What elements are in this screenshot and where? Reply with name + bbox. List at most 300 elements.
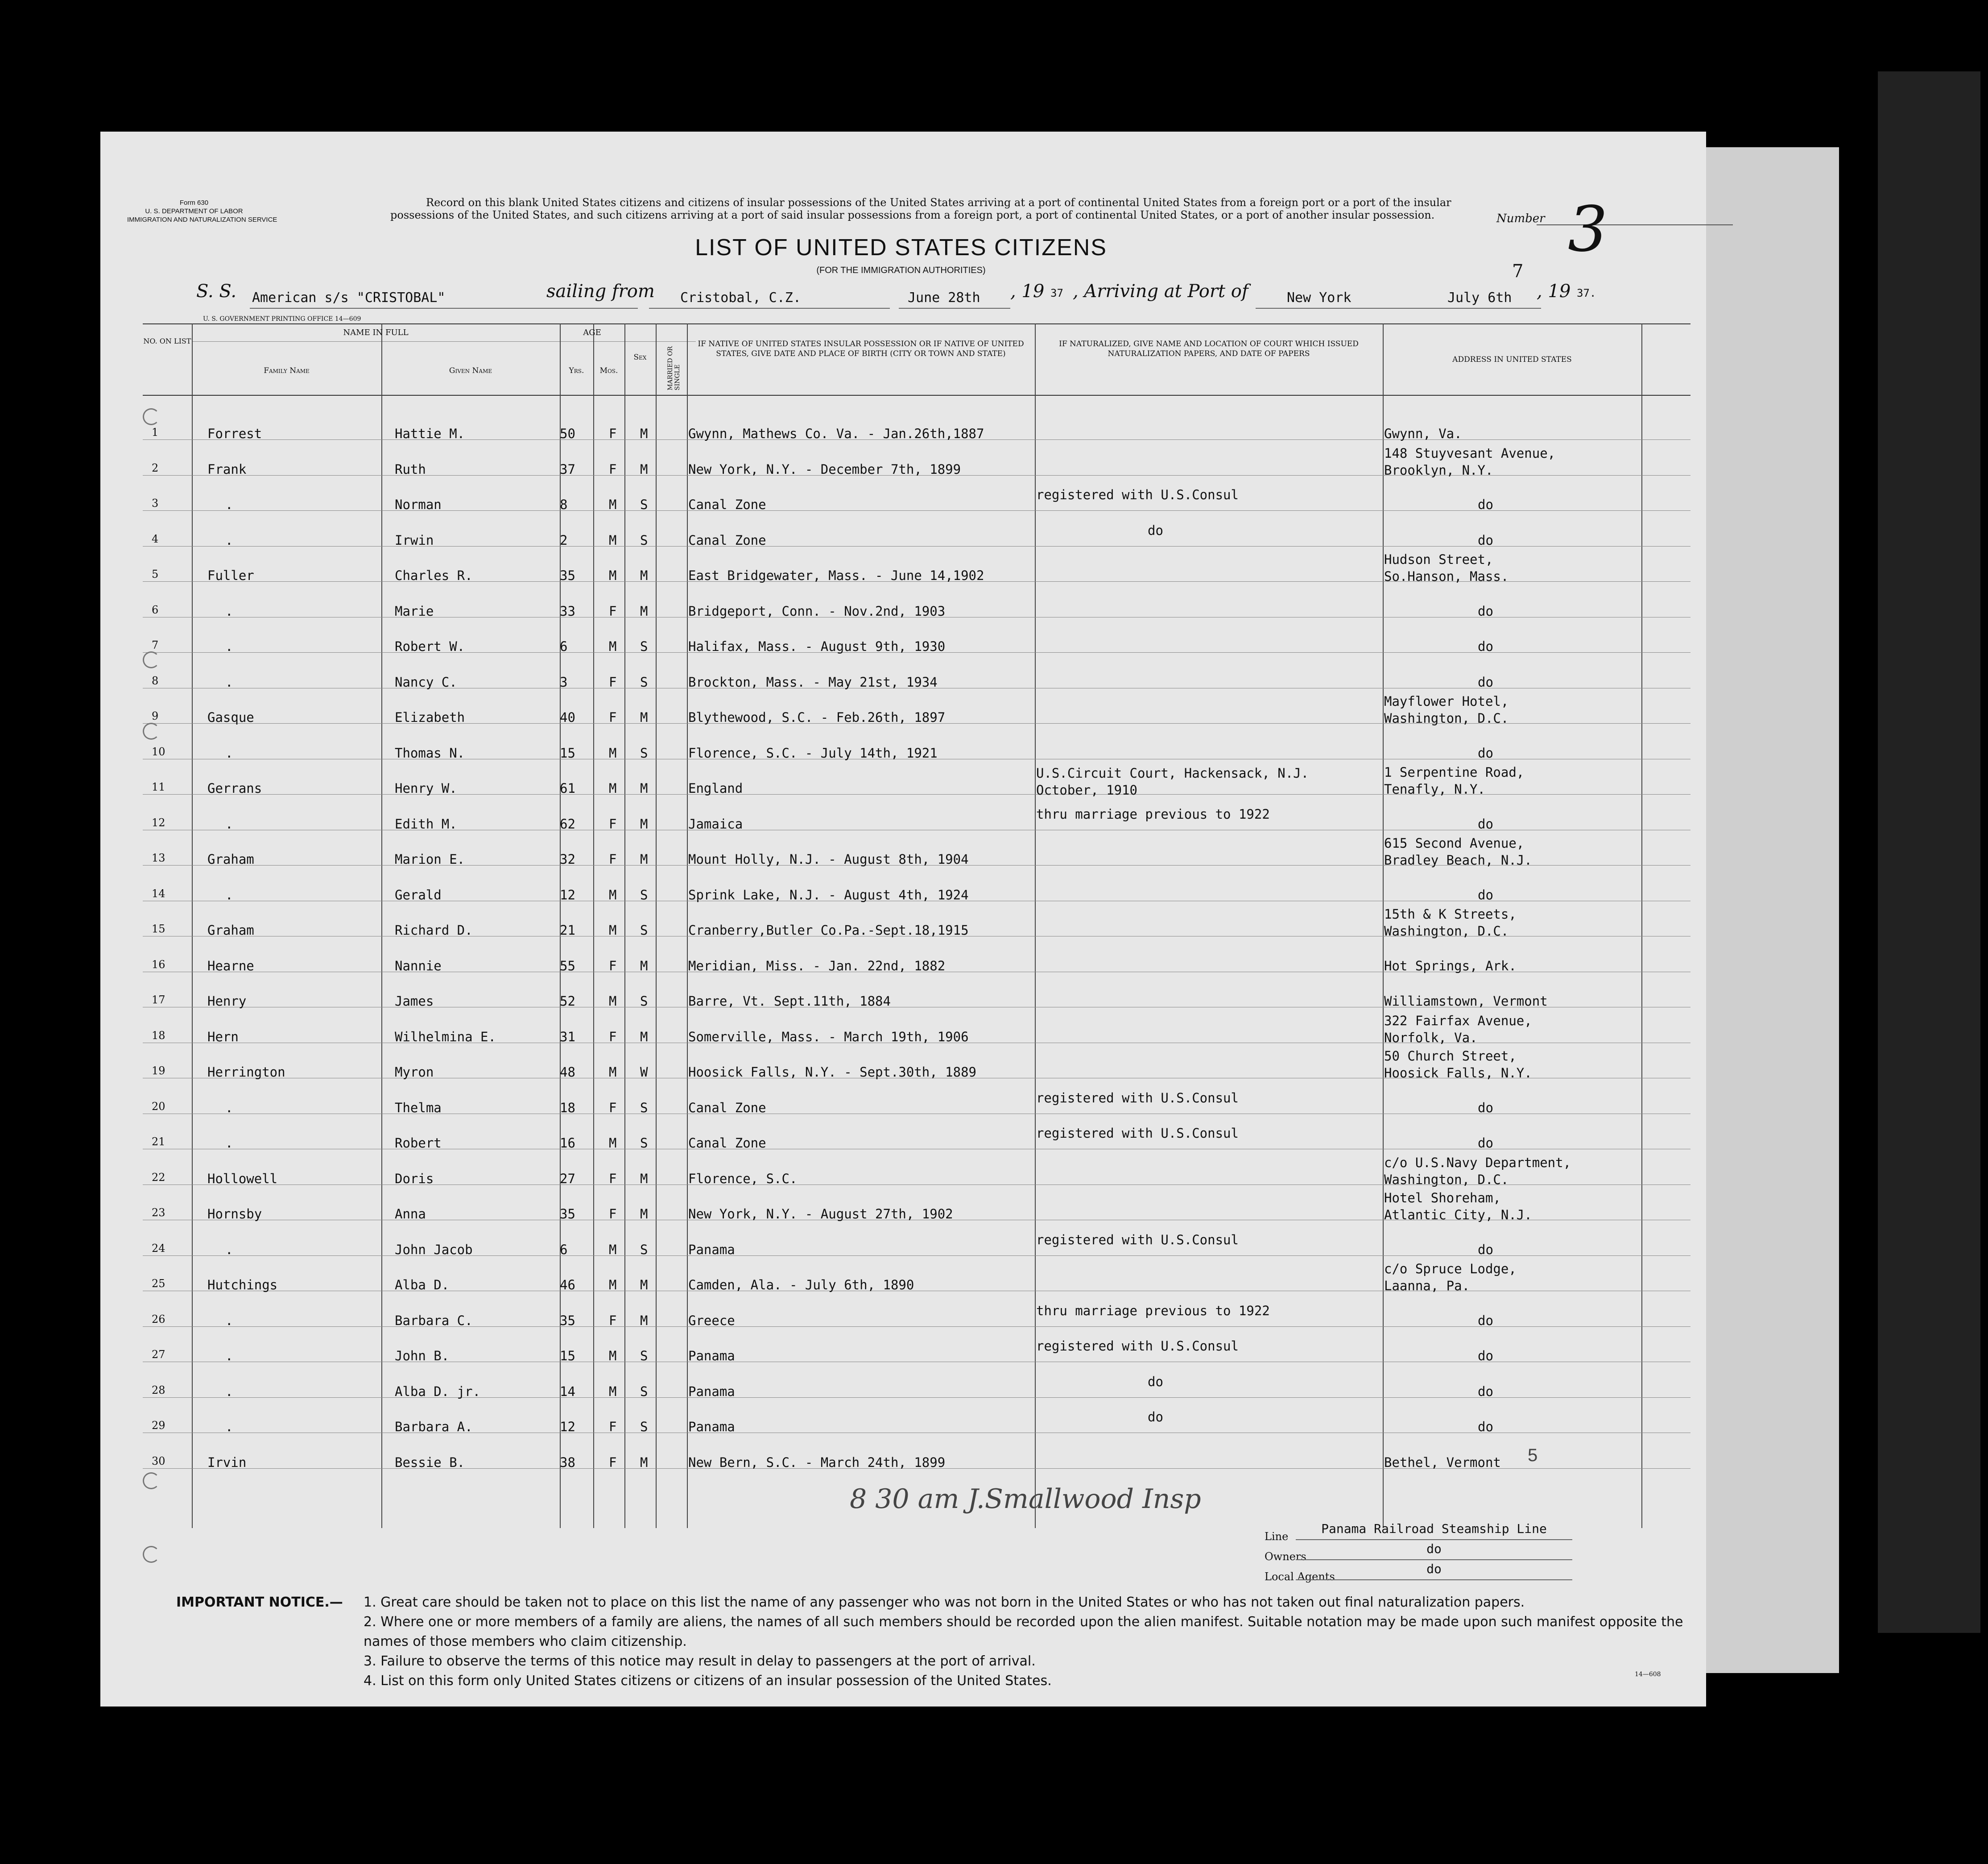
address-line-1: do (1478, 497, 1493, 512)
birth-place-date: Panama (688, 1384, 735, 1399)
age-years: 48 (560, 1065, 575, 1080)
departure-date: June 28th (908, 290, 980, 306)
given-name: Richard D. (395, 923, 473, 938)
given-name: James (395, 994, 434, 1009)
address-line-1: do (1478, 1242, 1493, 1257)
address-line-1: 322 Fairfax Avenue, (1384, 1013, 1532, 1028)
age-years: 27 (560, 1171, 575, 1186)
naturalization-date: October, 1910 (1036, 783, 1137, 798)
row-number: 2 (152, 461, 159, 474)
sex: M (609, 568, 617, 583)
age-years: 40 (560, 710, 575, 725)
given-name: Barbara C. (395, 1313, 473, 1328)
age-years: 33 (560, 603, 575, 619)
naturalization-info: registered with U.S.Consul (1036, 487, 1239, 502)
sex: F (609, 852, 617, 867)
given-name: Elizabeth (395, 710, 465, 725)
family-name: . (225, 674, 233, 690)
naturalization-info: do (1148, 522, 1163, 538)
departure-port: Cristobal, C.Z. (680, 290, 801, 306)
birth-place-date: Mount Holly, N.J. - August 8th, 1904 (688, 852, 969, 867)
page-title: LIST OF UNITED STATES CITIZENS (695, 235, 1107, 261)
port-underline (649, 308, 890, 309)
age-years: 12 (560, 1419, 575, 1434)
address-line-2: Brooklyn, N.Y. (1384, 462, 1493, 478)
row-number: 4 (152, 532, 159, 545)
row-number: 6 (152, 603, 159, 616)
row-number: 11 (152, 781, 165, 793)
row-number: 5 (152, 568, 159, 580)
line-label: Line (1265, 1530, 1289, 1543)
age-years: 3 (560, 674, 568, 690)
naturalization-court: U.S.Circuit Court, Hackensack, N.J. (1036, 766, 1309, 781)
given-name: Marion E. (395, 852, 465, 867)
address-line-1: 1 Serpentine Road, (1384, 765, 1525, 780)
age-years: 52 (560, 994, 575, 1009)
number-label: Number (1496, 212, 1545, 225)
marital-status: M (640, 852, 648, 867)
marital-status: S (640, 1135, 648, 1151)
address-line-1: do (1478, 1100, 1493, 1115)
family-name: . (225, 1313, 233, 1328)
family-name: Hornsby (207, 1206, 262, 1222)
row-number: 27 (152, 1348, 165, 1361)
family-name: Gerrans (207, 781, 262, 796)
address-line-1: do (1478, 1135, 1493, 1151)
given-name: Doris (395, 1171, 434, 1186)
address-line-1: Hotel Shoreham, (1384, 1190, 1501, 1205)
naturalization-info: thru marriage previous to 1922 (1036, 1303, 1270, 1318)
row-number: 10 (152, 745, 165, 758)
age-years: 16 (560, 1135, 575, 1151)
given-name: Edith M. (395, 816, 457, 832)
sex: M (609, 745, 617, 761)
marital-status: S (640, 1348, 648, 1363)
family-name: . (225, 639, 233, 654)
list-number-small: 7 (1512, 261, 1524, 282)
sex: F (609, 816, 617, 832)
header-birth: IF NATIVE OF UNITED STATES INSULAR POSSESSION OR IF NATIVE OF UNITED STATES, GIVE DATE AND PLACE OF BIRTH (CITY OR TOWN AND STATE) (698, 340, 1024, 358)
birth-place-date: Blythewood, S.C. - Feb.26th, 1897 (688, 710, 946, 725)
marital-status: M (640, 958, 648, 973)
family-name: . (225, 816, 233, 832)
sex: F (609, 461, 617, 477)
birth-place-date: Canal Zone (688, 1135, 766, 1151)
sex: F (609, 1100, 617, 1115)
family-name: Fuller (207, 568, 254, 583)
age-years: 2 (560, 532, 568, 548)
sex: F (609, 1206, 617, 1222)
birth-place-date: Canal Zone (688, 532, 766, 548)
naturalization-info: do (1148, 1374, 1163, 1389)
notice-title: IMPORTANT NOTICE.— (176, 1595, 343, 1610)
family-name: . (225, 1419, 233, 1434)
sex: M (609, 1242, 617, 1257)
binding-ring (143, 408, 160, 425)
sex: F (609, 1029, 617, 1044)
age-years: 50 (560, 426, 575, 441)
header-mos: Mos. (599, 366, 618, 375)
age-years: 35 (560, 1313, 575, 1328)
ship-underline (250, 308, 638, 309)
inspector-signature: 8 30 am J.Smallwood Insp (850, 1483, 1201, 1515)
given-name: Nancy C. (395, 674, 457, 690)
age-years: 55 (560, 958, 575, 973)
binding-ring (143, 723, 160, 740)
age-years: 35 (560, 1206, 575, 1222)
marital-status: M (640, 461, 648, 477)
age-years: 35 (560, 568, 575, 583)
address-line-2: Washington, D.C. (1384, 711, 1509, 726)
arrival-year: 37. (1577, 287, 1596, 299)
marital-status: M (640, 426, 648, 441)
arrival-date-underline (1438, 308, 1541, 309)
family-name: Henry (207, 994, 247, 1009)
address-line-1: 50 Church Street, (1384, 1048, 1517, 1064)
sex: F (609, 1313, 617, 1328)
row-number: 12 (152, 816, 165, 829)
address-line-1: Bethel, Vermont (1384, 1454, 1501, 1470)
marital-status: M (640, 781, 648, 796)
page-subtitle: (FOR THE IMMIGRATION AUTHORITIES) (816, 265, 986, 275)
address-line-1: Williamstown, Vermont (1384, 994, 1548, 1009)
sex: M (609, 532, 617, 548)
birth-place-date: Panama (688, 1242, 735, 1257)
binding-ring (143, 1472, 160, 1489)
agents-value: do (1426, 1562, 1442, 1576)
row-number: 7 (152, 639, 159, 651)
family-name: . (225, 745, 233, 761)
age-years: 32 (560, 852, 575, 867)
family-name: Frank (207, 461, 247, 477)
family-name: . (225, 1135, 233, 1151)
family-name: . (225, 603, 233, 619)
sex: M (609, 923, 617, 938)
family-name: . (225, 1100, 233, 1115)
address-line-2: Bradley Beach, N.J. (1384, 853, 1532, 868)
family-name: Hern (207, 1029, 239, 1044)
row-number: 3 (152, 497, 159, 509)
address-line-1: 615 Second Avenue, (1384, 836, 1525, 851)
agents-underline (1296, 1579, 1572, 1580)
naturalization-info: registered with U.S.Consul (1036, 1090, 1239, 1106)
notice-item-3: 3. Failure to observe the terms of this notice may result in delay to passengers at the port of arrival. (364, 1653, 1036, 1669)
arrival-port-underline (1256, 308, 1470, 309)
birth-place-date: Halifax, Mass. - August 9th, 1930 (688, 639, 946, 654)
age-years: 6 (560, 1242, 568, 1257)
marital-status: S (640, 994, 648, 1009)
row-number: 30 (152, 1454, 165, 1467)
row-number: 17 (152, 994, 165, 1006)
sex: F (609, 1419, 617, 1434)
address-line-1: do (1478, 674, 1493, 690)
age-years: 31 (560, 1029, 575, 1044)
address-line-1: 148 Stuyvesant Avenue, (1384, 445, 1556, 461)
marital-status: S (640, 674, 648, 690)
birth-place-date: Meridian, Miss. - Jan. 22nd, 1882 (688, 958, 946, 973)
sex: F (609, 426, 617, 441)
arrival-date: July 6th (1447, 290, 1512, 306)
given-name: Thelma (395, 1100, 442, 1115)
header-given-name: Given Name (449, 366, 492, 375)
marital-status: S (640, 923, 648, 938)
list-number: 3 (1568, 193, 1608, 266)
ship-name: American s/s "CRISTOBAL" (252, 290, 446, 306)
birth-place-date: New York, N.Y. - December 7th, 1899 (688, 461, 961, 477)
birth-place-date: Barre, Vt. Sept.11th, 1884 (688, 994, 891, 1009)
address-line-1: Mayflower Hotel, (1384, 694, 1509, 709)
row-number: 16 (152, 958, 165, 971)
birth-place-date: Jamaica (688, 816, 743, 832)
family-name: Hollowell (207, 1171, 278, 1186)
address-line-2: Norfolk, Va. (1384, 1030, 1478, 1045)
age-years: 61 (560, 781, 575, 796)
birth-place-date: Florence, S.C. - July 14th, 1921 (688, 745, 938, 761)
address-line-2: Atlantic City, N.J. (1384, 1207, 1532, 1222)
marital-status: S (640, 1419, 648, 1434)
row-number: 26 (152, 1313, 165, 1326)
family-name: . (225, 1242, 233, 1257)
header-family-name: Family Name (264, 366, 310, 375)
address-line-1: 15th & K Streets, (1384, 907, 1517, 922)
header-married-single: MARRIED OR SINGLE (667, 346, 681, 390)
row-number: 28 (152, 1384, 165, 1396)
marital-status: S (640, 1242, 648, 1257)
family-name: Forrest (207, 426, 262, 441)
birth-place-date: East Bridgewater, Mass. - June 14,1902 (688, 568, 984, 583)
owners-underline (1296, 1559, 1572, 1560)
header-address: ADDRESS IN UNITED STATES (1452, 355, 1572, 364)
sex: F (609, 603, 617, 619)
number-underline (1537, 224, 1733, 225)
row-number: 20 (152, 1100, 165, 1113)
naturalization-info: registered with U.S.Consul (1036, 1232, 1239, 1247)
birth-place-date: New Bern, S.C. - March 24th, 1899 (688, 1454, 946, 1470)
family-name: Hutchings (207, 1277, 278, 1292)
address-line-1: do (1478, 1419, 1493, 1434)
ss-label: S. S. (196, 281, 237, 302)
birth-place-date: Hoosick Falls, N.Y. - Sept.30th, 1889 (688, 1065, 977, 1080)
address-line-1: do (1478, 1348, 1493, 1363)
marital-status: M (640, 568, 648, 583)
given-name: Thomas N. (395, 745, 465, 761)
sex: M (609, 781, 617, 796)
sex: M (609, 1348, 617, 1363)
header-sex: Sex (633, 353, 647, 362)
row-number: 22 (152, 1171, 165, 1184)
departure-year: 37 (1050, 287, 1063, 299)
age-years: 37 (560, 461, 575, 477)
address-line-1: Gwynn, Va. (1384, 426, 1462, 441)
sex: F (609, 1171, 617, 1186)
binding-ring (143, 651, 160, 668)
arriving-label: , Arriving at Port of (1073, 281, 1248, 302)
given-name: Nannie (395, 958, 442, 973)
notice-item-4: 4. List on this form only United States citizens or citizens of an insular possession of the United States. (364, 1673, 1052, 1689)
age-years: 18 (560, 1100, 575, 1115)
birth-place-date: Canal Zone (688, 497, 766, 512)
row-number: 24 (152, 1242, 165, 1255)
row-number: 21 (152, 1135, 165, 1148)
marital-status: M (640, 1277, 648, 1292)
birth-place-date: Panama (688, 1419, 735, 1434)
address-line-1: do (1478, 603, 1493, 619)
row-number: 1 (152, 426, 159, 439)
address-line-1: do (1478, 816, 1493, 832)
birth-place-date: Bridgeport, Conn. - Nov.2nd, 1903 (688, 603, 946, 619)
age-years: 14 (560, 1384, 575, 1399)
birth-place-date: New York, N.Y. - August 27th, 1902 (688, 1206, 953, 1222)
given-name: Henry W. (395, 781, 457, 796)
address-line-2: Washington, D.C. (1384, 924, 1509, 939)
sex: F (609, 710, 617, 725)
header-no: NO. ON LIST (143, 337, 191, 345)
marital-status: M (640, 816, 648, 832)
sex: M (609, 1065, 617, 1080)
address-line-2: Tenafly, N.Y. (1384, 782, 1485, 797)
line-underline (1296, 1539, 1572, 1540)
age-years: 6 (560, 639, 568, 654)
family-name: Graham (207, 923, 254, 938)
birth-place-date: Greece (688, 1313, 735, 1328)
address-line-1: do (1478, 887, 1493, 903)
print-code: U. S. GOVERNMENT PRINTING OFFICE 14—609 (203, 315, 361, 323)
given-name: John B. (395, 1348, 450, 1363)
marital-status: S (640, 1384, 648, 1399)
address-line-2: Hoosick Falls, N.Y. (1384, 1065, 1532, 1081)
naturalization-info: registered with U.S.Consul (1036, 1126, 1239, 1141)
notice-item-2: 2. Where one or more members of a family are aliens, the names of all such members should be recorded upon the alien manifest. Suitable notation may be made upon such manifest opposite the names of those members who claim citizenship. (364, 1614, 1683, 1649)
row-number: 18 (152, 1029, 165, 1042)
family-name: Gasque (207, 710, 254, 725)
marital-status: M (640, 1454, 648, 1470)
given-name: Norman (395, 497, 442, 512)
given-name: Robert (395, 1135, 442, 1151)
form-service: IMMIGRATION AND NATURALIZATION SERVICE (127, 216, 277, 224)
family-name: . (225, 497, 233, 512)
given-name: Alba D. (395, 1277, 450, 1292)
header-yrs: Yrs. (569, 366, 584, 375)
sex: M (609, 994, 617, 1009)
age-years: 38 (560, 1454, 575, 1470)
sex: F (609, 674, 617, 690)
given-name: Irwin (395, 532, 434, 548)
header-age: AGE (583, 328, 601, 337)
address-line-1: Hudson Street, (1384, 552, 1493, 567)
marital-status: S (640, 1100, 648, 1115)
naturalization-info: thru marriage previous to 1922 (1036, 806, 1270, 822)
family-name: Hearne (207, 958, 254, 973)
marital-status: S (640, 497, 648, 512)
sex: M (609, 1384, 617, 1399)
address-line-2: Washington, D.C. (1384, 1172, 1509, 1187)
family-name: . (225, 532, 233, 548)
given-name: Anna (395, 1206, 426, 1222)
given-name: Hattie M. (395, 426, 465, 441)
row-number: 19 (152, 1065, 165, 1077)
manifest-page (100, 132, 1706, 1707)
form-identifier (127, 199, 277, 224)
intro-text: Record on this blank United States citizens and citizens of insular possessions of the United States arriving at a port of continental United States from a foreign port or a port of the insular possessions of the United States, and such citizens arriving at a port of said insular possessions from a foreign port, a port of continental United States, or a port of another insular possession. (390, 196, 1451, 221)
form-number: Form 630 (179, 199, 209, 207)
address-line-1: Hot Springs, Ark. (1384, 958, 1517, 973)
given-name: Barbara A. (395, 1419, 473, 1434)
given-name: Alba D. jr. (395, 1384, 481, 1399)
marital-status: W (640, 1065, 648, 1080)
row-number: 13 (152, 852, 165, 864)
age-years: 46 (560, 1277, 575, 1292)
header-name-in-full: NAME IN FULL (343, 328, 409, 337)
sex: M (609, 887, 617, 903)
family-name: . (225, 887, 233, 903)
address-line-1: do (1478, 745, 1493, 761)
marital-status: M (640, 1171, 648, 1186)
marital-status: M (640, 1313, 648, 1328)
marital-status: M (640, 603, 648, 619)
birth-place-date: Somerville, Mass. - March 19th, 1906 (688, 1029, 969, 1044)
given-name: Charles R. (395, 568, 473, 583)
birth-place-date: Canal Zone (688, 1100, 766, 1115)
naturalization-info: do (1148, 1409, 1163, 1425)
sex: F (609, 1454, 617, 1470)
owners-label: Owners (1265, 1550, 1306, 1563)
address-line-2: Laanna, Pa. (1384, 1278, 1470, 1293)
binding-spine (1878, 71, 1980, 1633)
birth-place-date: Panama (688, 1348, 735, 1363)
marital-status: M (640, 710, 648, 725)
date-underline (899, 308, 1010, 309)
marital-status: S (640, 887, 648, 903)
row-number: 8 (152, 674, 159, 687)
given-name: John Jacob (395, 1242, 473, 1257)
margin-note: 5 (1528, 1446, 1538, 1465)
marital-status: S (640, 639, 648, 654)
line-value: Panama Railroad Steamship Line (1321, 1521, 1547, 1536)
sex: M (609, 639, 617, 654)
age-years: 15 (560, 745, 575, 761)
given-name: Ruth (395, 461, 426, 477)
sailing-from-label: sailing from (546, 281, 655, 302)
birth-place-date: Camden, Ala. - July 6th, 1890 (688, 1277, 914, 1292)
marital-status: S (640, 745, 648, 761)
given-name: Myron (395, 1065, 434, 1080)
birth-place-date: Cranberry,Butler Co.Pa.-Sept.18,1915 (688, 923, 969, 938)
agents-label: Local Agents (1265, 1570, 1335, 1583)
row-number: 9 (152, 710, 159, 722)
marital-status: M (640, 1206, 648, 1222)
family-name: . (225, 1384, 233, 1399)
address-line-1: do (1478, 639, 1493, 654)
birth-place-date: Gwynn, Mathews Co. Va. - Jan.26th,1887 (688, 426, 984, 441)
given-name: Wilhelmina E. (395, 1029, 496, 1044)
row-number: 23 (152, 1206, 165, 1219)
birth-place-date: Florence, S.C. (688, 1171, 798, 1186)
birth-place-date: England (688, 781, 743, 796)
age-years: 62 (560, 816, 575, 832)
header-naturalized: IF NATURALIZED, GIVE NAME AND LOCATION OF COURT WHICH ISSUED NATURALIZATION PAPERS, AND DATE OF PAPERS (1059, 340, 1359, 358)
age-years: 15 (560, 1348, 575, 1363)
naturalization-info: registered with U.S.Consul (1036, 1338, 1239, 1354)
notice-item-1: 1. Great care should be taken not to place on this list the name of any passenger who was not born in the United States or who has not taken out final naturalization papers. (364, 1595, 1525, 1610)
given-name: Robert W. (395, 639, 465, 654)
age-years: 21 (560, 923, 575, 938)
address-line-1: c/o Spruce Lodge, (1384, 1261, 1517, 1276)
given-name: Marie (395, 603, 434, 619)
form-department: U. S. DEPARTMENT OF LABOR (145, 207, 243, 215)
notice-code: 14—608 (1635, 1671, 1661, 1678)
binding-ring (143, 1546, 160, 1563)
address-line-1: do (1478, 1384, 1493, 1399)
